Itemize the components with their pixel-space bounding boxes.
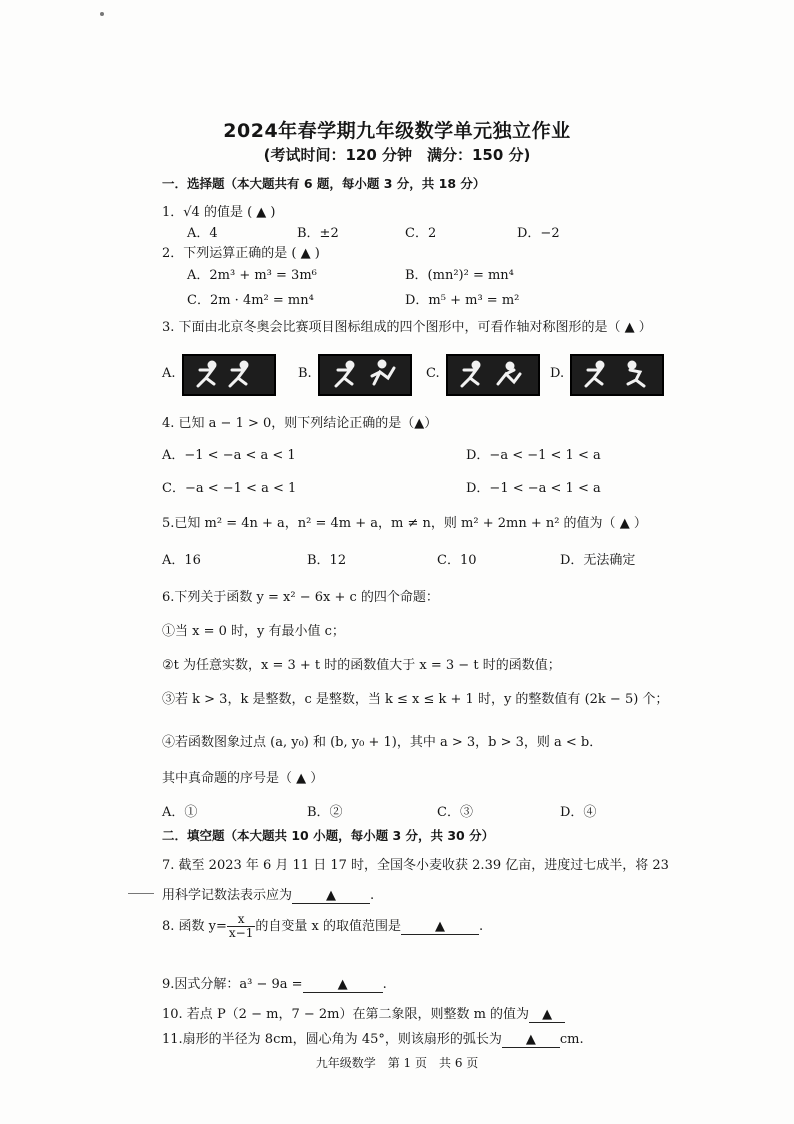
exam-info: (考试时间：120 分钟 满分：150 分) [263, 146, 531, 164]
q2-option-d: D．m⁵ + m³ = m² [405, 293, 520, 308]
q6-proposition-3: ③若 k > 3，k 是整数，c 是整数，当 k ≤ x ≤ k + 1 时，y 的整数值有 (2k − 5) 个； [162, 692, 669, 707]
question-8 [162, 913, 483, 940]
question-11 [162, 1028, 584, 1048]
q4-option-a: A．−1 < −a < a < 1 [162, 448, 296, 463]
question-3: 3. 下面由北京冬奥会比赛项目图标组成的四个图形中，可看作轴对称图形的是（ ▲ ） [162, 320, 652, 335]
page-footer: 九年级数学 第 1 页 共 6 页 [315, 1056, 479, 1070]
q5-option-a: A．16 [162, 553, 201, 568]
q1-option-d: D．−2 [517, 226, 560, 241]
q10-text: 10. 若点 P（2 − m，7 − 2m）在第二象限，则整数 m 的值为 [162, 1007, 530, 1022]
q1-option-c: C．2 [405, 226, 437, 241]
q3-option-b: B. [298, 366, 312, 381]
q8-prefix: 8. 函数 y= [162, 919, 227, 934]
question-9 [162, 973, 387, 993]
q5-option-c: C．10 [437, 553, 477, 568]
q9-end: . [382, 977, 387, 992]
question-5: 5.已知 m² = 4n + a，n² = 4m + a，m ≠ n，则 m² + 2mn + n² 的值为（ ▲ ） [162, 516, 647, 531]
question-6: 6.下列关于函数 y = x² − 6x + c 的四个命题： [162, 590, 439, 605]
q5-option-d: D．无法确定 [560, 553, 636, 568]
speck-mark [100, 12, 104, 16]
q3-option-a: A. [162, 366, 176, 381]
q6-option-c: C．③ [437, 805, 473, 820]
q6-option-b: B．② [307, 805, 343, 820]
q1-option-a: A．4 [187, 226, 218, 241]
q8-answer-blank[interactable]: ▲ [401, 919, 479, 935]
q2-option-a: A．2m³ + m³ = 3m⁶ [187, 268, 317, 283]
q6-option-a: A．① [162, 805, 198, 820]
q8-denominator: x−1 [228, 926, 254, 940]
q3-icon-c [446, 354, 540, 396]
q8-fraction [227, 913, 255, 940]
q4-option-d2: D．−1 < −a < 1 < a [466, 481, 601, 496]
question-10 [162, 1003, 565, 1023]
q7-answer-blank[interactable]: ▲ [292, 888, 370, 904]
question-4: 4. 已知 a − 1 > 0，则下列结论正确的是（▲） [162, 416, 438, 431]
page-title: 2024年春学期九年级数学单元独立作业 [223, 120, 571, 142]
q4-option-d1: D．−a < −1 < 1 < a [466, 448, 601, 463]
q10-answer-blank[interactable]: ▲ [529, 1007, 565, 1023]
question-2: 2．下列运算正确的是 ( ▲ ) [162, 246, 320, 261]
question-1: 1．√4 的值是 ( ▲ ) [162, 205, 276, 220]
q1-option-b: B．±2 [297, 226, 339, 241]
q11-unit: cm. [559, 1032, 584, 1047]
q6-proposition-1: ①当 x = 0 时，y 有最小值 c； [162, 624, 345, 639]
margin-dash [128, 893, 154, 894]
q6-ask: 其中真命题的序号是（ ▲ ） [162, 771, 324, 786]
q2-option-c: C．2m · 4m² = mn⁴ [187, 293, 314, 308]
q5-option-b: B．12 [307, 553, 347, 568]
q11-text: 11.扇形的半径为 8cm，圆心角为 45°，则该扇形的弧长为 [162, 1032, 502, 1047]
q8-end: . [478, 919, 484, 934]
q4-option-c: C．−a < −1 < a < 1 [162, 481, 297, 496]
q3-icon-b [318, 354, 412, 396]
q3-option-d: D. [550, 366, 565, 381]
q3-icon-a [182, 354, 276, 396]
q9-prefix: 9.因式分解：a³ − 9a = [162, 977, 303, 992]
q9-answer-blank[interactable]: ▲ [303, 977, 383, 993]
q2-option-b: B．(mn²)² = mn⁴ [405, 268, 514, 283]
q8-numerator: x [227, 913, 255, 927]
q7-text: 用科学记数法表示应为 [162, 888, 293, 903]
q6-option-d: D．④ [560, 805, 597, 820]
q11-answer-blank[interactable]: ▲ [502, 1032, 560, 1048]
q6-proposition-4: ④若函数图象过点 (a, y₀) 和 (b, y₀ + 1)，其中 a > 3，b > 3，则 a < b． [162, 735, 603, 750]
q6-proposition-2: ②t 为任意实数，x = 3 + t 时的函数值大于 x = 3 − t 时的函数值； [162, 658, 561, 673]
section-heading-choice: 一．选择题（本大题共有 6 题，每小题 3 分，共 18 分） [162, 176, 486, 191]
q7-end: . [370, 888, 375, 903]
q3-option-c: C. [426, 366, 440, 381]
q8-suffix: 的自变量 x 的取值范围是 [255, 919, 401, 934]
q3-icon-d [570, 354, 664, 396]
section-heading-fill: 二．填空题（本大题共 10 小题，每小题 3 分，共 30 分） [162, 828, 495, 843]
question-7: 7. 截至 2023 年 6 月 11 日 17 时，全国冬小麦收获 2.39 亿亩，进度过七成半，将 23 [162, 858, 669, 873]
question-7-line-2 [162, 884, 374, 904]
